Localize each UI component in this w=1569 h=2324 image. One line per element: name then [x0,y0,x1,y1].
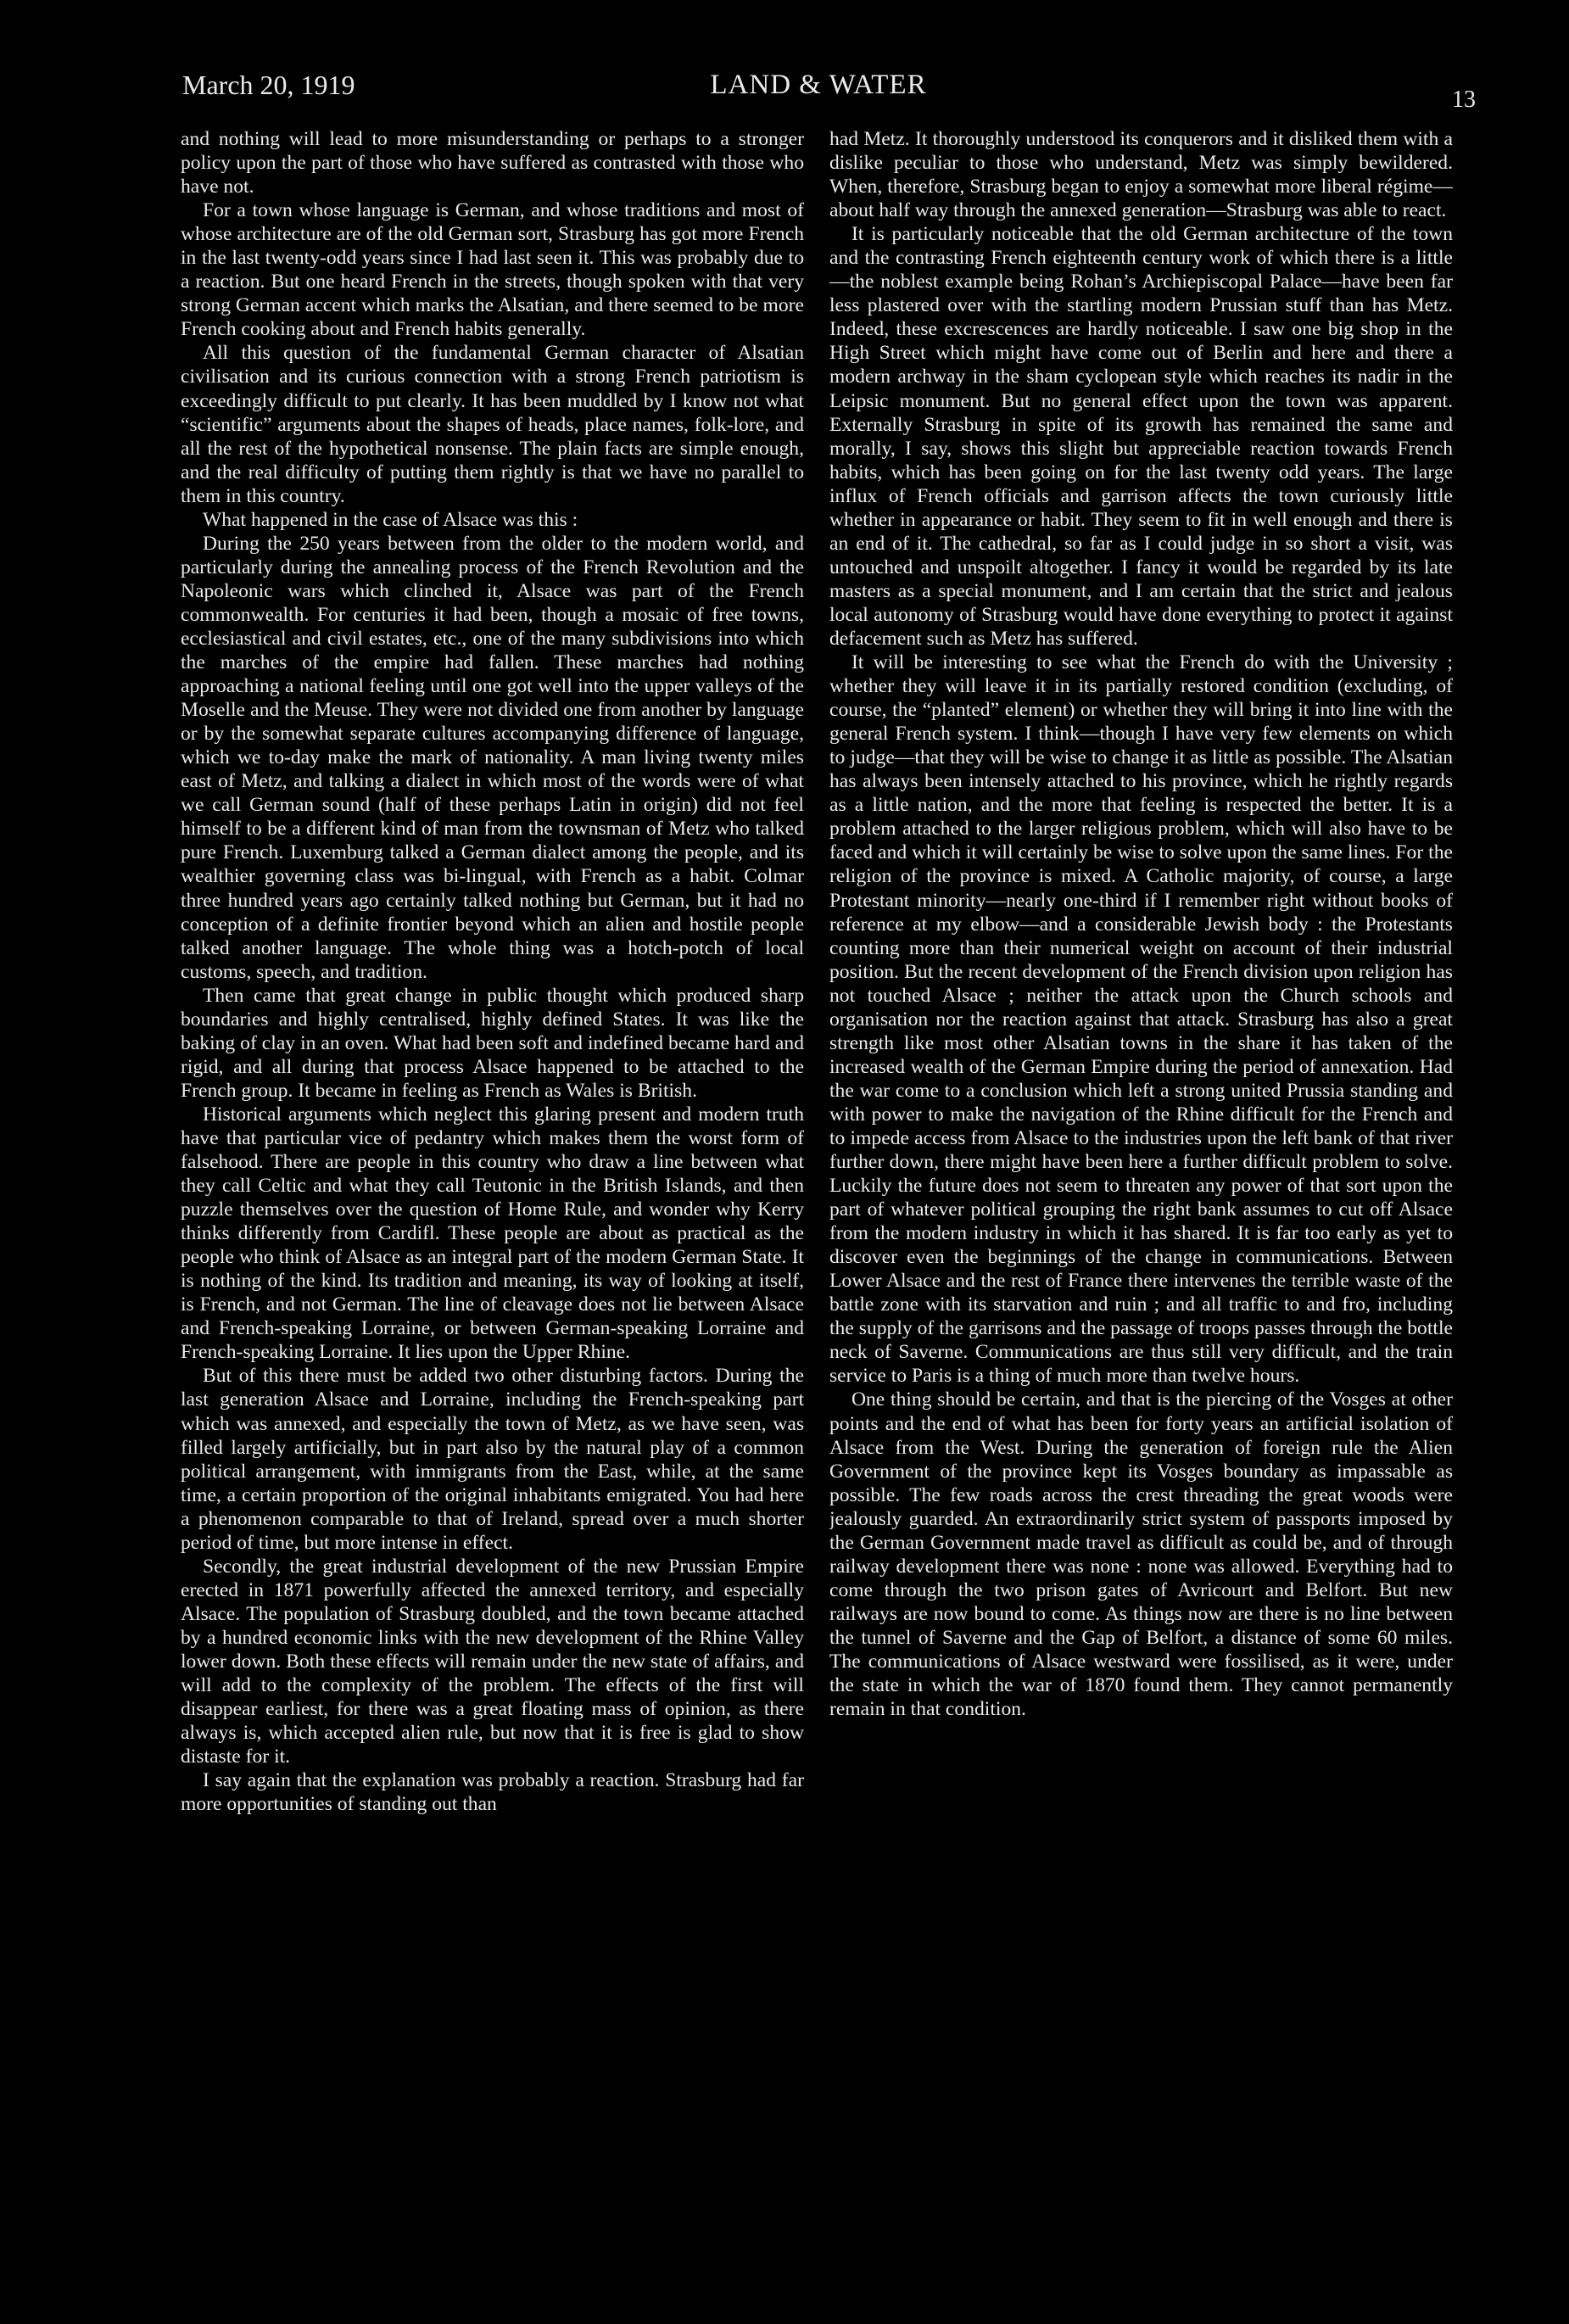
paragraph: Historical arguments which neglect this glaring present and modern truth have that particular vice of pedantry which makes them the worst form of falsehood. There are people in this country who draw a line between what they call Celtic and what they call Teutonic in the British Islands, and then puzzle themselves over the question of Home Rule, and wonder why Kerry thinks differently from Cardifl. These people are about as practical as the people who think of Alsace as an integral part of the modern German State. It is nothing of the kind. Its tradition and meaning, its way of looking at itself, is French, and not German. The line of cleavage does not lie between Alsace and French-speaking Lorraine, or between German-speaking Lorraine and French-speaking Lorraine. It lies upon the Upper Rhine. [181,1103,804,1364]
publication-title: LAND & WATER [710,70,927,100]
paragraph: It will be interesting to see what the French do with the University ; whether they will leave it in its partially restored condition (excluding, of course, the “planted” element) or whether they will bring it into line with the general French system. I think—though I have very few elements on which to judge—that they will be wise to change it as little as possible. The Alsatian has always been intensely attached to his province, which he rightly regards as a little nation, and the more that feeling is respected the better. It is a problem attached to the larger religious problem, which will also have to be faced and which it will certainly be wise to solve upon the same lines. For the religion of the province is mixed. A Catholic majority, of course, a large Protestant minority—nearly one-third if I remember right without books of reference at my elbow—and a considerable Jewish body : the Protestants counting more than their numerical weight on account of their industrial position. But the recent development of the French division upon religion has not touched Alsace ; neither the attack upon the Church schools and organisation nor the reaction against that attack. Strasburg has also a great strength like most other Alsatian towns in the share it has taken of the increased wealth of the German Empire during the period of annexation. Had the war come to a conclusion which left a strong united Prussia standing and with power to make the navigation of the Rhine difficult for the French and to impede access from Alsace to the industries upon the left bank of that river further down, there might have been here a further difficult problem to solve. Luckily the future does not seem to threaten any power of that sort upon the part of whatever political grouping the right bank assumes to cut off Alsace from the modern industry in which it has shared. It is far too early as yet to discover even the beginnings of the change in communications. Between Lower Alsace and the rest of France there intervenes the terrible waste of the battle zone with its starvation and ruin ; and all traffic to and fro, including the supply of the garrisons and the passage of troops passes through the bottle neck of Saverne. Communications are thus still very difficult, and the train service to Paris is a thing of much more than twelve hours. [829,651,1453,1388]
paragraph: had Metz. It thoroughly understood its conquerors and it disliked them with a dislike peculiar to those who understand, Metz was simply bewildered. When, therefore, Strasburg began to enjoy a somewhat more liberal régime—about half way through the annexed generation—Strasburg was able to react. [829,128,1453,222]
paragraph: What happened in the case of Alsace was this : [202,508,578,531]
left-column [181,127,804,2214]
issue-date: March 20, 1919 [182,70,355,100]
paragraph: For a town whose language is German, and whose traditions and most of whose architecture are of the old German sort, Strasburg has got more French in the last twenty-odd years since I had last seen it. This was probably due to a reaction. But one heard French in the streets, though spoken with that very strong German accent which marks the Alsatian, and there seemed to be more French cooking about and French habits generally. [181,199,804,341]
paragraph: and nothing will lead to more misunderstanding or perhaps to a stronger policy upon the part of those who have suffered as contrasted with those who have not. [181,128,804,198]
paragraph: It is particularly noticeable that the old German architecture of the town and the contrasting French eighteenth century work of which there is a little—the noblest example being Rohan’s Archiepiscopal Palace—have been far less plastered over with the startling modern Prussian stuff than has Metz. Indeed, these excrescences are hardly noticeable. I saw one big shop in the High Street which might have come out of Berlin and here and there a modern archway in the sham cyclopean style which reaches its nadir in the Leipsic monument. But no general effect upon the town was apparent. Externally Strasburg in spite of its growth has remained the same and morally, I say, shows this slight but appreciable reaction towards French habits, which has been going on for the last twenty odd years. The large influx of French officials and garrison affects the town curiously little whether in appearance or habit. They seem to fit in well enough and there is an end of it. The cathedral, so far as I could judge in so short a visit, was untouched and unspoilt altogether. I fancy it would be regarded by its late masters as a special monument, and I am certain that the strict and jealous local autonomy of Strasburg would have done everything to protect it against defacement such as Metz has suffered. [829,223,1453,650]
paragraph: All this question of the fundamental German character of Alsatian civilisation and its curious connection with a strong French patriotism is exceedingly difficult to put clearly. It has been muddled by I know not what “scientific” arguments about the shapes of heads, place names, folk-lore, and all the rest of the hypothetical nonsense. The plain facts are simple enough, and the real difficulty of putting them rightly is that we have no parallel to them in this country. [181,342,804,507]
page-number: 13 [1452,87,1476,113]
paragraph: One thing should be certain, and that is the piercing of the Vosges at other points and the end of what has been for forty years an artificial isolation of Alsace from the West. During the generation of foreign rule the Alien Government of the province kept its Vosges boundary as impassable as possible. The few roads across the crest threading the great woods were jealously guarded. An extraordinarily strict system of passports imposed by the German Government made travel as difficult as could be, and of through railway development there was none : none was allowed. Everything had to come through the two prison gates of Avricourt and Belfort. But new railways are now bound to come. As things now are there is no line between the tunnel of Saverne and the Gap of Belfort, a distance of some 60 miles. The communications of Alsace westward were fossilised, as it were, under the state in which the war of 1870 found them. They cannot permanently remain in that condition. [829,1388,1453,1721]
right-column [829,127,1453,2214]
page-header [182,70,1476,120]
paragraph: During the 250 years between from the older to the modern world, and particularly during the annealing process of the French Revolution and the Napoleonic wars which clinched it, Alsace was part of the French commonwealth. For centuries it had been, though a mosaic of free towns, ecclesiastical and civil estates, etc., one of the many subdivisions into which the marches of the empire had fallen. These marches had nothing approaching a national feeling until one got well into the upper valleys of the Moselle and the Meuse. They were not divided one from another by language or by the somewhat separate cultures accompanying difference of language, which we to-day make the mark of nationality. A man living twenty miles east of Metz, and talking a dialect in which most of the words were of what we call German sound (half of these perhaps Latin in origin) did not feel himself to be a different kind of man from the townsman of Metz who talked pure French. Luxemburg talked a German dialect among the people, and its wealthier governing class was bi-lingual, with French as a habit. Colmar three hundred years ago certainly talked nothing but German, but it had no conception of a definite frontier beyond which an alien and hostile people talked another language. The whole thing was a hotch-potch of local customs, speech, and tradition. [181,532,804,983]
paragraph: But of this there must be added two other disturbing factors. During the last generation Alsace and Lorraine, including the French-speaking part which was annexed, and especially the town of Metz, as we have seen, was filled largely artificially, but in part also by the natural play of a common political arrangement, with immigrants from the East, while, at the same time, a certain proportion of the original inhabitants emigrated. You had here a phenomenon comparable to that of Ireland, spread over a much shorter period of time, but more intense in effect. [181,1365,804,1554]
paragraph: I say again that the explanation was probably a reaction. Strasburg had far more opportunities of standing out than [181,1769,804,1816]
paragraph: Then came that great change in public thought which produced sharp boundaries and highly centralised, highly defined States. It was like the baking of clay in an oven. What had been soft and indefined became hard and rigid, and all during that process Alsace happened to be attached to the French group. It became in feeling as French as Wales is British. [181,984,804,1102]
paragraph: Secondly, the great industrial development of the new Prussian Empire erected in 1871 powerfully affected the annexed territory, and especially Alsace. The population of Strasburg doubled, and the town became attached by a hundred economic links with the new development of the Rhine Valley lower down. Both these effects will remain under the new state of affairs, and will add to the complexity of the problem. The effects of the first will disappear earliest, for there was a great floating mass of opinion, as there always is, which accepted alien rule, but now that it is free is glad to show distaste for it. [181,1555,804,1768]
